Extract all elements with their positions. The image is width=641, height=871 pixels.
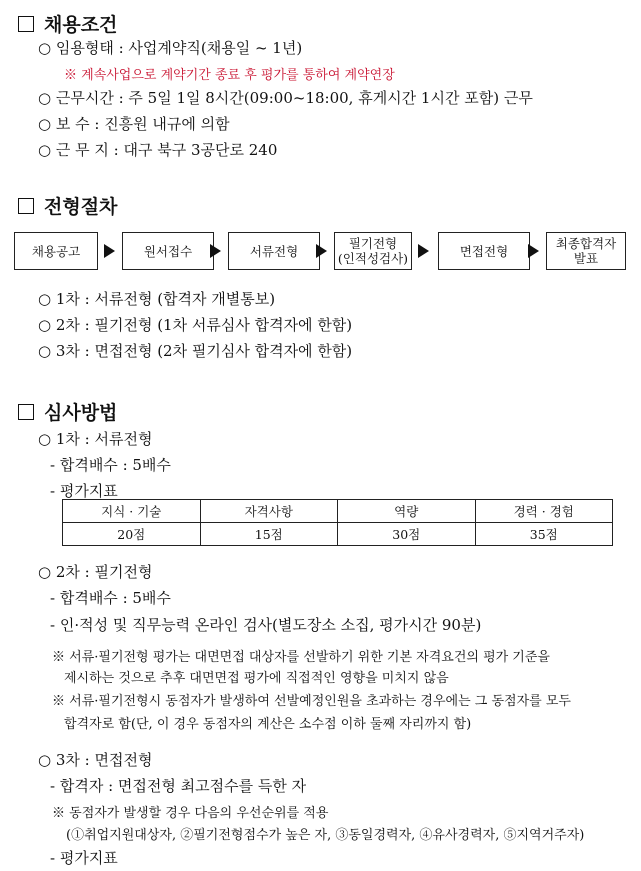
table-cell: 35점	[475, 523, 613, 546]
work-location: ○ 근 무 지 : 대구 북구 3공단로 240	[38, 141, 278, 159]
flow-step: 필기전형 (인적성검사)	[334, 232, 412, 270]
section-title-conditions	[18, 10, 117, 37]
flow-step: 면접전형	[438, 232, 530, 270]
arrow-right-icon	[210, 244, 221, 258]
checkbox-square-icon	[18, 404, 34, 420]
flow-step: 최종합격자 발표	[546, 232, 626, 270]
checkbox-square-icon	[18, 198, 34, 214]
table-cell: 15점	[200, 523, 338, 546]
round2-note1-line1: ※ 서류·필기전형 평가는 대면면접 대상자를 선발하기 위한 기본 자격요건의 평가 기준을	[52, 650, 550, 665]
arrow-right-icon	[104, 244, 115, 258]
checkbox-square-icon	[18, 16, 34, 32]
round3-passer: - 합격자 : 면접전형 최고점수를 득한 자	[50, 777, 307, 795]
work-hours: ○ 근무시간 : 주 5일 1일 8시간(09:00~18:00, 휴게시간 1시간 포함) 근무	[38, 89, 533, 107]
round2-test: - 인·적성 및 직무능력 온라인 검사(별도장소 소집, 평가시간 90분)	[50, 616, 482, 634]
table-row	[63, 523, 613, 546]
round3-title: ○ 3차 : 면접전형	[38, 751, 153, 769]
section-title-process	[18, 192, 117, 219]
arrow-right-icon	[528, 244, 539, 258]
flow-step: 원서접수	[122, 232, 214, 270]
table-header-cell: 지식 · 기술	[63, 500, 201, 523]
round1-title: ○ 1차 : 서류전형	[38, 430, 153, 448]
arrow-right-icon	[316, 244, 327, 258]
round3-index-label: - 평가지표	[50, 849, 118, 867]
section-title-text: 채용조건	[44, 14, 118, 36]
round2-note1-line2: 제시하는 것으로 추후 대면면접 평가에 직접적인 영향을 미치지 않음	[64, 671, 449, 686]
round2-title: ○ 2차 : 필기전형	[38, 563, 153, 581]
round2-ratio: - 합격배수 : 5배수	[50, 589, 171, 607]
round1-index-label: - 평가지표	[50, 482, 118, 500]
arrow-right-icon	[418, 244, 429, 258]
table-cell: 30점	[338, 523, 476, 546]
round3-tie-note: ※ 동점자가 발생할 경우 다음의 우선순위를 적용	[52, 806, 329, 821]
process-step-3: ○ 3차 : 면접전형 (2차 필기심사 합격자에 한함)	[38, 342, 353, 360]
section-title-text: 전형절차	[44, 196, 118, 218]
table-header-cell: 역량	[338, 500, 476, 523]
table-header-cell: 경력 · 경험	[475, 500, 613, 523]
flow-step: 서류전형	[228, 232, 320, 270]
round3-priority: (①취업지원대상자, ②필기전형점수가 높은 자, ③동일경력자, ④유사경력자, ⑤지역거주자)	[66, 828, 585, 843]
table-header-cell: 자격사항	[200, 500, 338, 523]
table-header-row	[63, 500, 613, 523]
section-title-text: 심사방법	[44, 402, 118, 424]
section-title-method	[18, 398, 117, 425]
salary: ○ 보 수 : 진흥원 내규에 의함	[38, 115, 230, 133]
process-step-1: ○ 1차 : 서류전형 (합격자 개별통보)	[38, 290, 276, 308]
evaluation-table	[62, 499, 613, 546]
employment-type: ○ 임용형태 : 사업계약직(채용일 ~ 1년)	[38, 39, 303, 57]
round1-ratio: - 합격배수 : 5배수	[50, 456, 171, 474]
round2-note2-line1: ※ 서류·필기전형시 동점자가 발생하여 선발예정인원을 초과하는 경우에는 그 동점자를 모두	[52, 694, 571, 709]
process-step-2: ○ 2차 : 필기전형 (1차 서류심사 합격자에 한함)	[38, 316, 353, 334]
flow-step: 채용공고	[14, 232, 98, 270]
round2-note2-line2: 합격자로 함(단, 이 경우 동점자의 계산은 소수점 이하 둘째 자리까지 함)	[64, 717, 472, 732]
table-cell: 20점	[63, 523, 201, 546]
contract-extension-note: ※ 계속사업으로 계약기간 종료 후 평가를 통하여 계약연장	[64, 68, 395, 83]
